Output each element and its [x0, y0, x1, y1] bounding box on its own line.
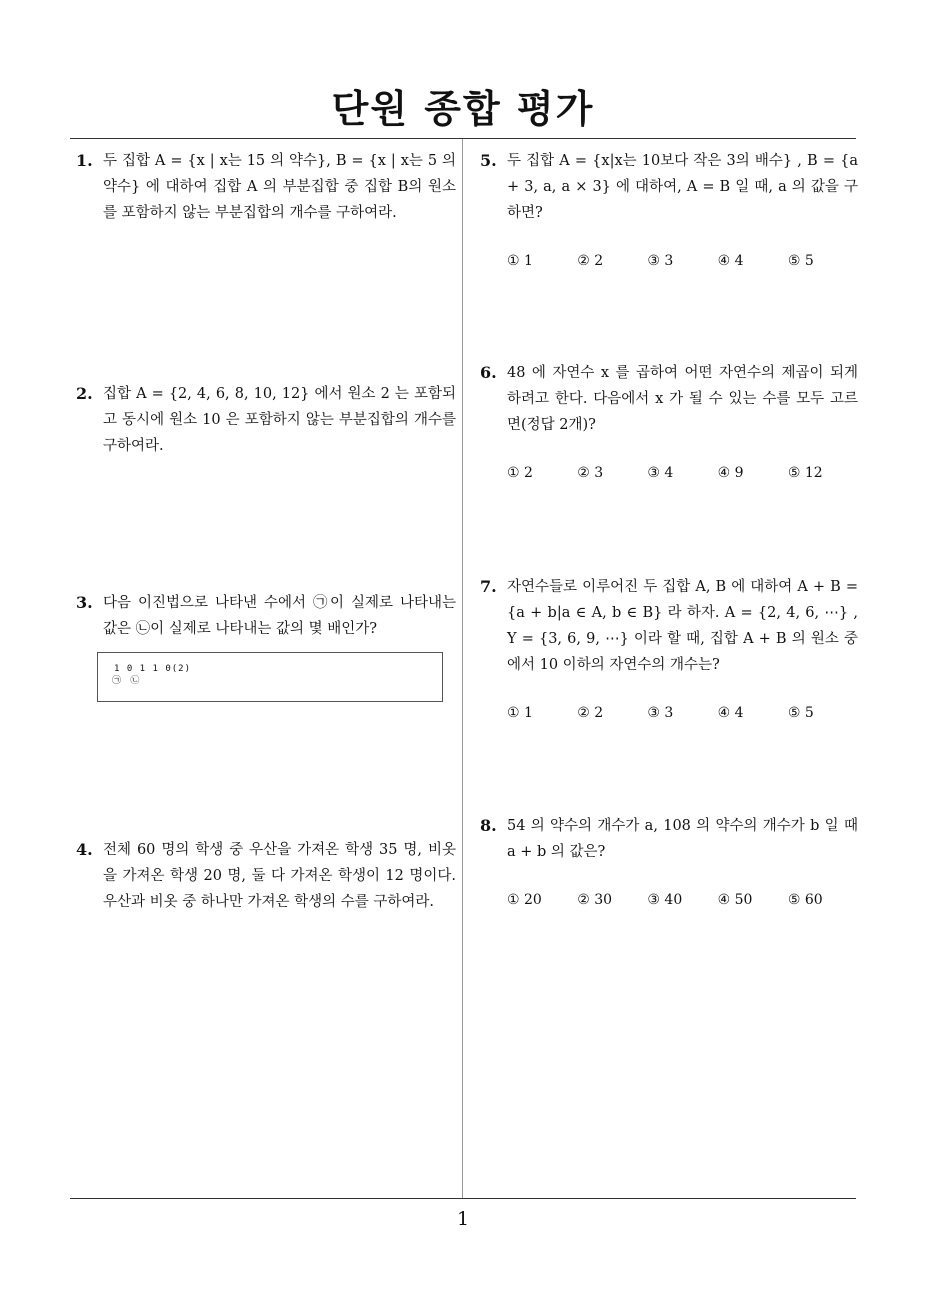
question-7 — [480, 574, 858, 726]
question-text: 두 집합 A = {x|x는 10보다 작은 3의 배수} , B = {a + 3, a, a × 3} 에 대하여, A = B 일 때, a 의 값을 구하면? — [507, 153, 858, 221]
choice-3[interactable]: ③ 40 — [647, 892, 683, 908]
page-number: 1 — [456, 1208, 470, 1230]
choice-2[interactable]: ② 30 — [577, 892, 613, 908]
question-text: 다음 이진법으로 나타낸 수에서 ㉠이 실제로 나타내는 값은 ㉡이 실제로 나타내는 값의 몇 배인가? — [103, 595, 456, 637]
question-5 — [480, 148, 858, 274]
question-2 — [76, 381, 456, 459]
choice-1[interactable]: ① 1 — [507, 253, 533, 269]
answer-choices — [507, 248, 858, 274]
choice-5[interactable]: ⑤ 60 — [787, 892, 823, 908]
question-number: 8. — [480, 816, 497, 835]
choice-1[interactable]: ① 2 — [507, 465, 533, 481]
choice-5[interactable]: ⑤ 5 — [787, 253, 814, 269]
question-3 — [76, 590, 456, 702]
choice-4[interactable]: ④ 9 — [717, 465, 744, 481]
question-number: 5. — [480, 151, 497, 170]
choice-3[interactable]: ③ 3 — [647, 705, 674, 721]
choice-4[interactable]: ④ 4 — [717, 705, 744, 721]
question-text: 자연수들로 이루어진 두 집합 A, B 에 대하여 A + B = {a + b|a ∈ A, b ∈ B} 라 하자. A = {2, 4, 6, ⋯} , Y = {3, 6, 9, ⋯} 이라 할 때, 집합 A + B 의 원소 중에서 10 이하의 자연수의 개수는? — [507, 579, 858, 673]
question-text: 전체 60 명의 학생 중 우산을 가져온 학생 35 명, 비옷을 가져온 학생 20 명, 둘 다 가져온 학생이 12 명이다. 우산과 비옷 중 하나만 가져온 학생의 수를 구하여라. — [103, 842, 456, 910]
page-title: 단원 종합 평가 — [331, 87, 595, 131]
question-text: 54 의 약수의 개수가 a, 108 의 약수의 개수가 b 일 때 a + b 의 값은? — [507, 818, 858, 860]
question-text: 두 집합 A = {x | x는 15 의 약수}, B = {x | x는 5 의 약수} 에 대하여 집합 A 의 부분집합 중 집합 B의 원소를 포함하지 않는 부분집합의 개수를 구하여라. — [103, 153, 456, 221]
choice-4[interactable]: ④ 50 — [717, 892, 753, 908]
choice-4[interactable]: ④ 4 — [717, 253, 744, 269]
binary-marks: ㉠ ㉡ — [112, 676, 142, 686]
answer-choices — [507, 460, 858, 486]
choice-5[interactable]: ⑤ 12 — [787, 465, 823, 481]
question-number: 2. — [76, 384, 93, 403]
question-number: 3. — [76, 593, 93, 612]
choice-3[interactable]: ③ 4 — [647, 465, 674, 481]
question-8 — [480, 813, 858, 913]
bottom-rule — [70, 1198, 856, 1199]
answer-choices — [507, 700, 858, 726]
answer-choices — [507, 887, 858, 913]
question-text: 집합 A = {2, 4, 6, 8, 10, 12} 에서 원소 2 는 포함되고 동시에 원소 10 은 포함하지 않는 부분집합의 개수를 구하여라. — [103, 386, 456, 454]
column-divider — [462, 139, 463, 1199]
choice-2[interactable]: ② 2 — [577, 253, 604, 269]
question-number: 7. — [480, 577, 497, 596]
choice-1[interactable]: ① 20 — [507, 892, 542, 908]
question-text: 48 에 자연수 x 를 곱하여 어떤 자연수의 제곱이 되게 하려고 한다. 다음에서 x 가 될 수 있는 수를 모두 고르면(정답 2개)? — [507, 365, 858, 433]
choice-1[interactable]: ① 1 — [507, 705, 533, 721]
choice-3[interactable]: ③ 3 — [647, 253, 674, 269]
choice-2[interactable]: ② 2 — [577, 705, 604, 721]
choice-2[interactable]: ② 3 — [577, 465, 604, 481]
question-number: 1. — [76, 151, 93, 170]
question-6 — [480, 360, 858, 486]
question-4 — [76, 837, 456, 915]
question-number: 4. — [76, 840, 93, 859]
question-1 — [76, 148, 456, 226]
question-number: 6. — [480, 363, 497, 382]
choice-5[interactable]: ⑤ 5 — [787, 705, 814, 721]
binary-number-box — [97, 652, 443, 702]
top-rule — [70, 138, 856, 139]
binary-digits: 1 0 1 1 0(2) — [114, 664, 192, 674]
